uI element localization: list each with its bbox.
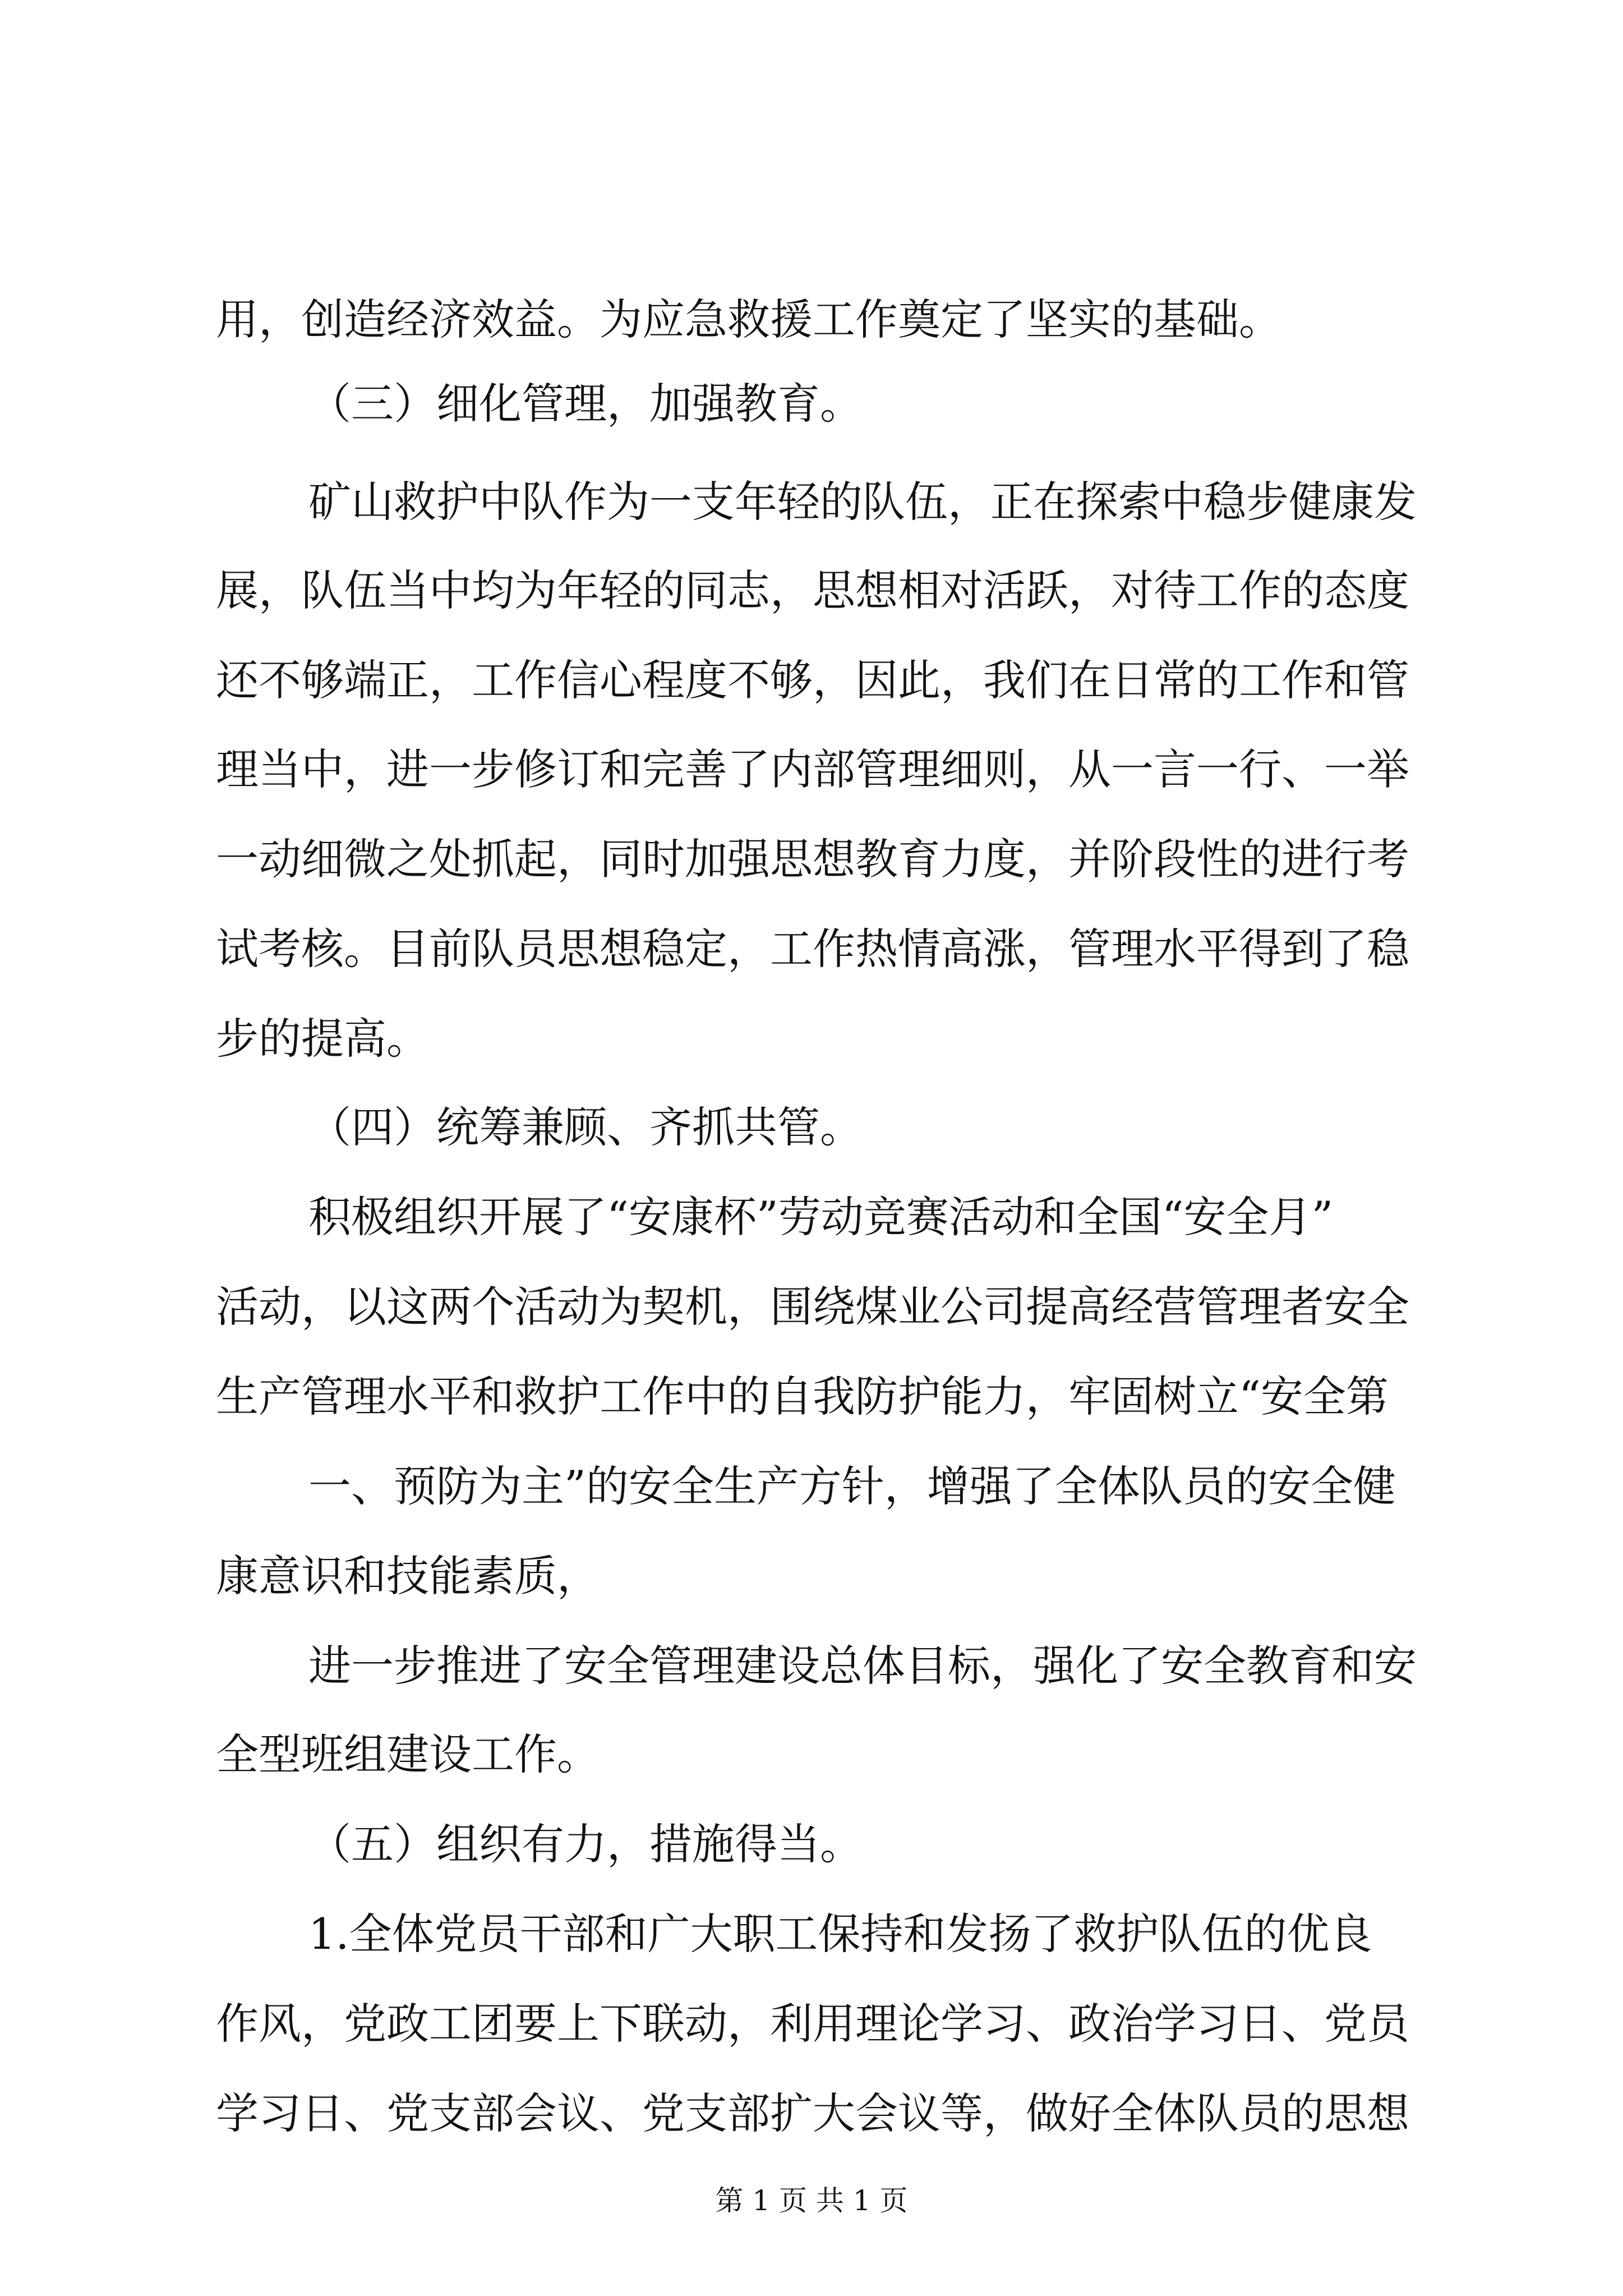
paragraph-line: 还不够端正，工作信心程度不够，因此，我们在日常的工作和管 — [216, 655, 1409, 705]
paragraph-line: 进一步推进了安全管理建设总体目标，强化了安全教育和安 — [308, 1641, 1417, 1691]
paragraph-line: 展，队伍当中均为年轻的同志，思想相对活跃，对待工作的态度 — [216, 565, 1409, 615]
page-footer: 第 1 页 共 1 页 — [715, 2184, 908, 2217]
paragraph-line: 矿山救护中队作为一支年轻的队伍，正在探索中稳步健康发 — [308, 477, 1417, 527]
section-heading: （三）细化管理，加强教育。 — [308, 379, 863, 429]
paragraph-line: 用，创造经济效益。为应急救援工作奠定了坚实的基础。 — [216, 295, 1281, 344]
paragraph-line: 康意识和技能素质， — [216, 1551, 600, 1601]
paragraph-line: 步的提高。 — [216, 1014, 429, 1064]
paragraph-line: 全型班组建设工作。 — [216, 1729, 600, 1779]
paragraph-line: 一、预防为主”的安全生产方针，增强了全体队员的安全健 — [308, 1461, 1396, 1511]
paragraph-line: 一动细微之处抓起，同时加强思想教育力度，并阶段性的进行考 — [216, 834, 1409, 884]
paragraph-line: 理当中，进一步修订和完善了内部管理细则，从一言一行、一举 — [216, 744, 1409, 794]
paragraph-line: 1.全体党员干部和广大职工保持和发扬了救护队伍的优良 — [308, 1909, 1372, 1959]
paragraph-line: 生产管理水平和救护工作中的自我防护能力，牢固树立“安全第 — [216, 1372, 1389, 1421]
paragraph-line: 作风，党政工团要上下联动，利用理论学习、政治学习日、党员 — [216, 1999, 1409, 2049]
paragraph-line: 活动，以这两个活动为契机，围绕煤业公司提高经营管理者安全 — [216, 1282, 1409, 1332]
paragraph-line: 积极组织开展了“安康杯”劳动竞赛活动和全国“安全月” — [308, 1192, 1334, 1242]
section-heading: （五）组织有力，措施得当。 — [308, 1819, 863, 1869]
section-heading: （四）统筹兼顾、齐抓共管。 — [308, 1102, 863, 1152]
paragraph-line: 学习日、党支部会议、党支部扩大会议等，做好全体队员的思想 — [216, 2088, 1409, 2138]
paragraph-line: 试考核。目前队员思想稳定，工作热情高涨，管理水平得到了稳 — [216, 924, 1409, 974]
